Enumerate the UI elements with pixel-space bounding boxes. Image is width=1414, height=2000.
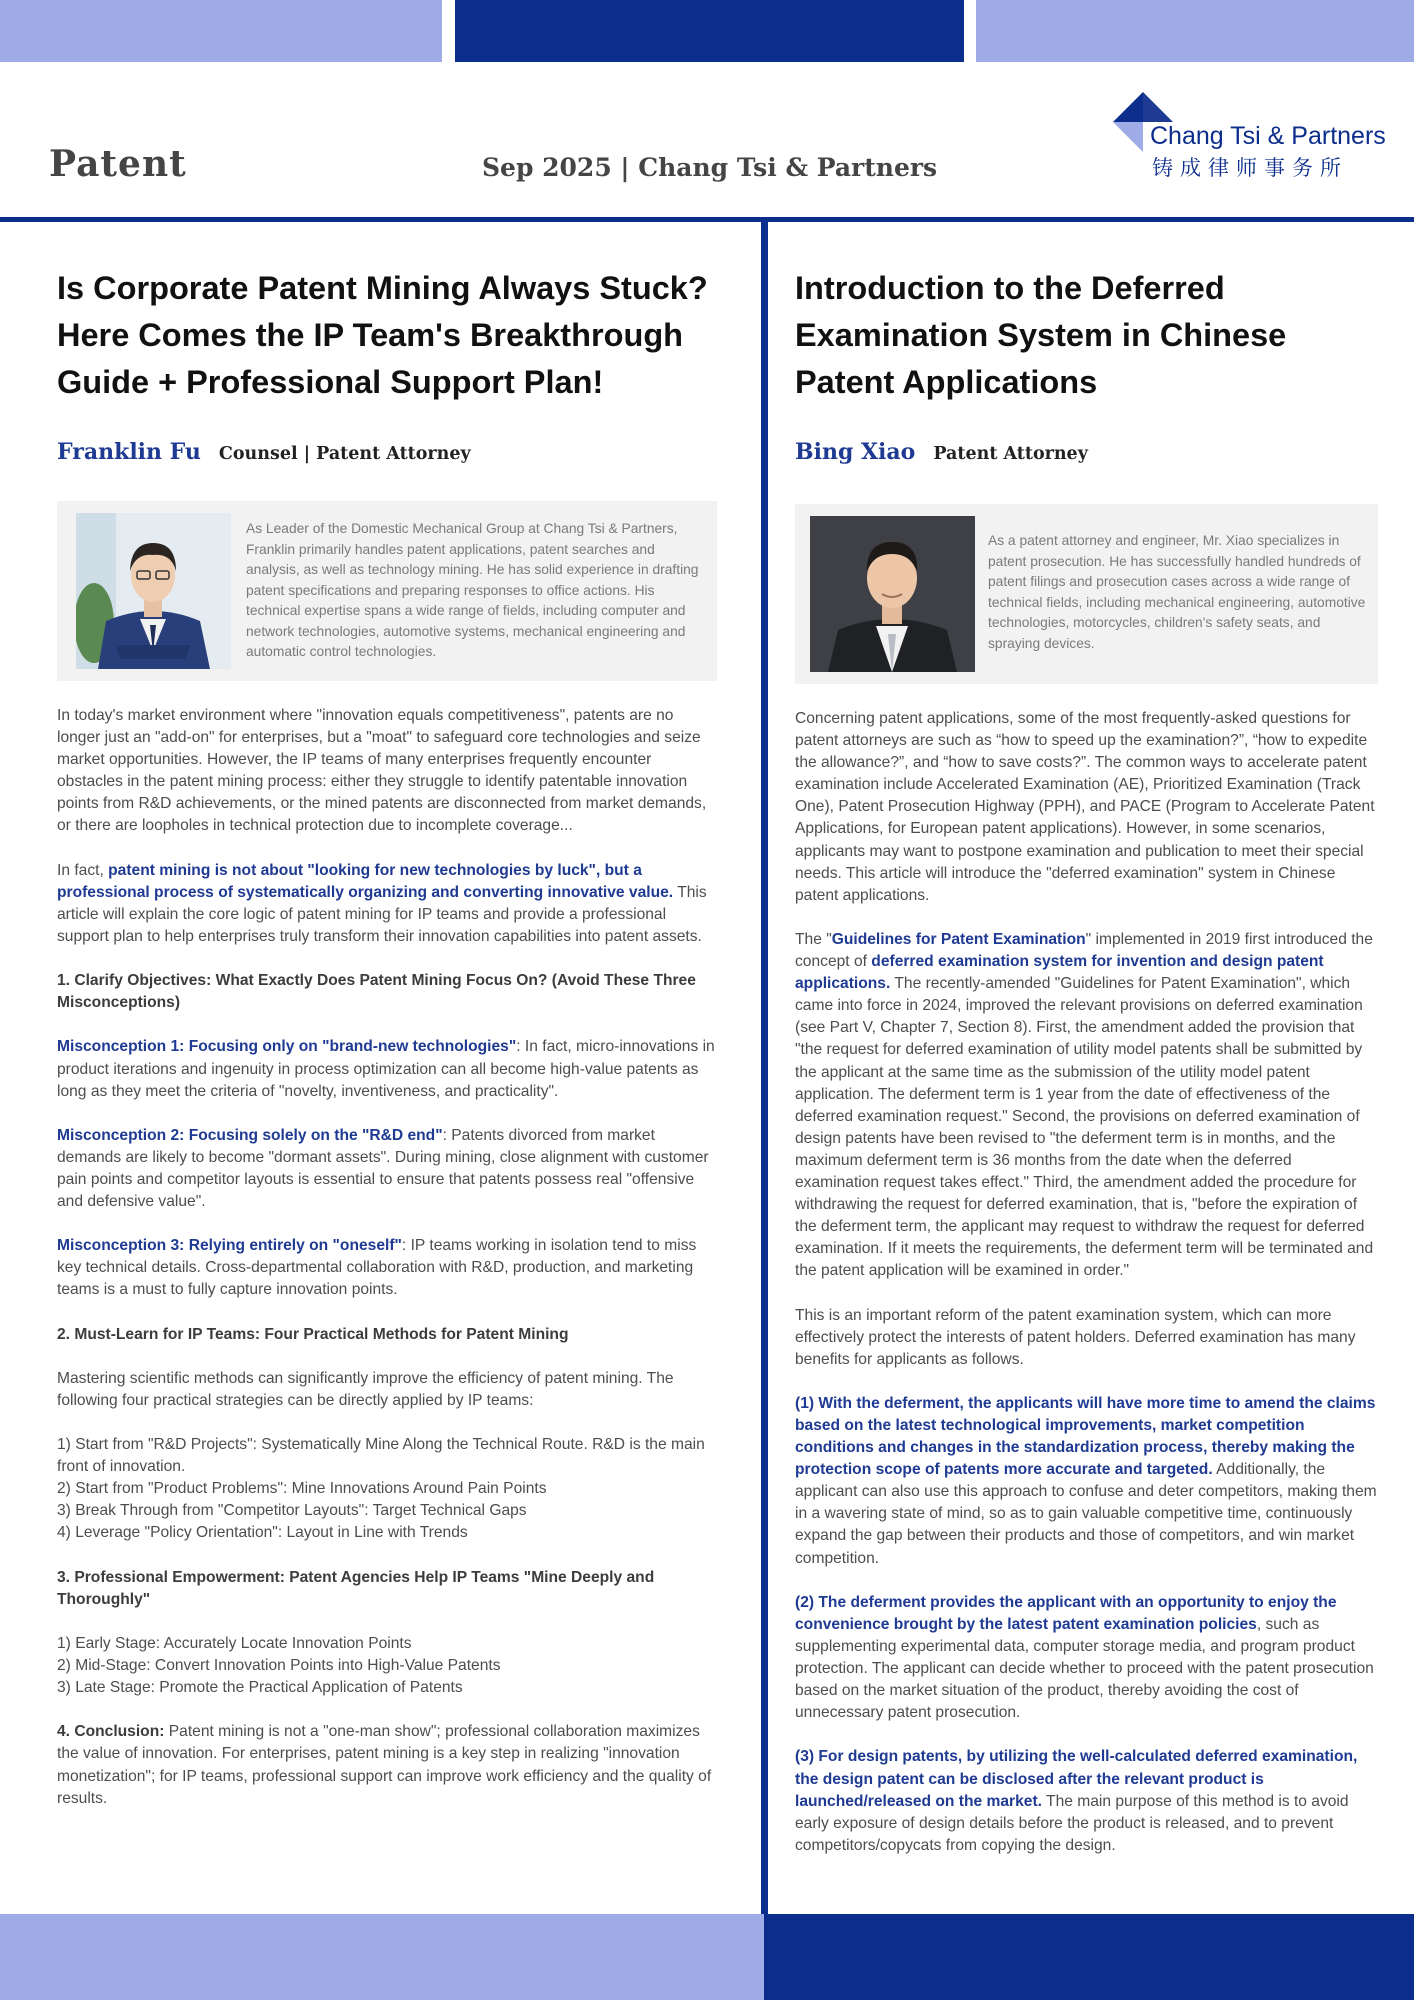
highlight-text: Misconception 1: Focusing only on "brand-new technologies" (57, 1038, 517, 1056)
column-divider (761, 222, 768, 1914)
section-category: Patent (49, 143, 187, 185)
paragraph-text: In fact, (57, 861, 109, 879)
byline (795, 439, 1378, 469)
benefit-item (795, 1592, 1378, 1725)
paragraph-text: : IP teams working in isolation tend to miss key technical details. Cross-departmental collaboration with R&D, production, and marketing teams is a must to fully capture innovation points. (57, 1237, 697, 1299)
author-bio-box (795, 504, 1378, 684)
stages-list (57, 1633, 717, 1699)
benefit-item (795, 1746, 1378, 1856)
author-role: Patent Attorney (933, 444, 1088, 464)
paragraph-text: : In fact, micro-innovations in product iterations and ingenuity in process optimization can all become high-value patents as long as they meet the criteria of "novelty, inventiveness, and practicality". (57, 1038, 715, 1100)
misconception-item (57, 1125, 717, 1213)
section-heading: 3. Professional Empowerment: Patent Agencies Help IP Teams "Mine Deeply and Thoroughly" (57, 1568, 655, 1608)
paragraph-text: The recently-amended "Guidelines for Patent Examination", which came into force in 2024, improved the relevant provisions on deferred examination (see Part V, Chapter 7, Section 8). First, the amendment added the provision that "the request for deferred examination of utility model patents shall be submitted by the applicant at the same time as the submission of the utility model patent application. The deferment term is 1 year from the date of effectiveness of the deferred examination request." Second, the provisions on deferred examination of design patents have been revised to "the deferment term is in months, and the maximum deferment term is 36 months from the date when the deferred examination request takes effect." Third, the amendment added the procedure for withdrawing the request for deferred examination, that is, "before the expiration of the deferment term, the applicant may request to withdraw the request for deferred examination. If it meets the requirements, the deferment term will be terminated and the patent application will be examined in order." (795, 975, 1374, 1280)
misconception-item (57, 1036, 717, 1102)
footer-band-left (0, 1914, 764, 2000)
highlight-text: deferred examination system for invention and design patent applications. (795, 953, 1324, 993)
conclusion (57, 1721, 717, 1809)
paragraph-text: Patent mining is not a "one-man show"; professional collaboration maximizes the value of innovation. For enterprises, patent mining is a key step in realizing "innovation monetization"; for IP teams, professional support can improve work efficiency and the quality of results. (57, 1723, 712, 1807)
paragraph-text: : Patents divorced from market demands are likely to become "dormant assets". During mining, close alignment with customer pain points and competitor layouts is essential to ensure that patents possess real "offensive and defensive value". (57, 1126, 709, 1211)
highlight-text: (2) The deferment provides the applicant with an opportunity to enjoy the convenience brought by the latest patent examination policies (795, 1593, 1337, 1633)
list-item: 3) Break Through from "Competitor Layouts": Target Technical Gaps (57, 1502, 527, 1520)
list-item: 2) Mid-Stage: Convert Innovation Points into High-Value Patents (57, 1657, 501, 1675)
list-item: 3) Late Stage: Promote the Practical Application of Patents (57, 1679, 463, 1697)
highlight-text: Guidelines for Patent Examination (831, 930, 1086, 948)
author-bio: As a patent attorney and engineer, Mr. Xiao specializes in patent prosecution. He has successfully handled hundreds of patent filings and prosecution cases across a wide range of technical fields, including mechanical engineering, automotive technologies, motorcycles, children's safety seats, and spraying devices. (988, 533, 1366, 651)
paragraph: In today's market environment where "innovation equals competitiveness", patents are no longer just an "add-on" for enterprises, but a "moat" to safeguard core technologies and seize market opportunities. However, the IP teams of many enterprises frequently encounter obstacles in the patent mining process: either they struggle to identify patentable innovation points from R&D achievements, or the mined patents are disconnected from market demands, or there are loopholes in technical protection due to incomplete coverage... (57, 707, 707, 835)
paragraph-text: , such as supplementing experimental data, computer storage media, and program product protection. The applicant can decide whether to proceed with the patent prosecution based on the market situation of the product, thereby avoiding the cost of unnecessary patent prosecution. (795, 1615, 1374, 1722)
article-body (57, 705, 717, 1810)
article-title: Is Corporate Patent Mining Always Stuck? Here Comes the IP Team's Breakthrough Guide + Professional Support Plan! (57, 270, 708, 400)
logo-text-cn: 铸成律师事务所 (1152, 156, 1348, 180)
paragraph-text: The " (795, 930, 832, 948)
logo-text-en: Chang Tsi & Partners (1150, 122, 1386, 150)
top-band-left (0, 0, 442, 62)
author-name: Bing Xiao (795, 439, 916, 465)
article-left (57, 265, 717, 1832)
list-item: 1) Start from "R&D Projects": Systematically Mine Along the Technical Route. R&D is the main front of innovation. (57, 1436, 705, 1476)
top-band-center (455, 0, 964, 62)
author-bio-box (57, 501, 717, 681)
benefit-item (795, 1393, 1378, 1570)
author-name: Franklin Fu (57, 439, 201, 465)
list-item: 4) Leverage "Policy Orientation": Layout in Line with Trends (57, 1524, 468, 1542)
misconception-item (57, 1235, 717, 1301)
highlight-text: Misconception 2: Focusing solely on the "R&D end" (57, 1126, 443, 1144)
author-photo (810, 516, 975, 672)
author-bio: As Leader of the Domestic Mechanical Group at Chang Tsi & Partners, Franklin primarily handles patent applications, patent searches and analysis, as well as technology mining. He has solid experience in drafting patent specifications and preparing responses to office actions. His technical expertise spans a wide range of fields, including computer and network technologies, automotive systems, mechanical engineering and automatic control technologies. (246, 521, 699, 659)
issue-date-firm: Sep 2025 | Chang Tsi & Partners (482, 153, 938, 182)
firm-logo (1113, 92, 1393, 182)
highlight-text: patent mining is not about "looking for new technologies by luck", but a professional process of systematically organizing and converting innovative value. (57, 861, 674, 901)
paragraph (57, 860, 717, 948)
highlight-text: (1) With the deferment, the applicants will have more time to amend the claims based on the latest technological improvements, market competition conditions and changes in the standardization process, thereby making the protection scope of patents more accurate and targeted. (795, 1394, 1376, 1479)
paragraph: Mastering scientific methods can significantly improve the efficiency of patent mining. The following four practical strategies can be directly applied by IP teams: (57, 1369, 674, 1409)
conclusion-label: 4. Conclusion: (57, 1723, 165, 1741)
methods-list (57, 1434, 717, 1544)
paragraph: This is an important reform of the patent examination system, which can more effectively protect the interests of patent holders. Deferred examination has many benefits for applicants as follows. (795, 1306, 1356, 1368)
top-band-right (976, 0, 1414, 62)
author-role: Counsel | Patent Attorney (218, 444, 471, 464)
paragraph: Concerning patent applications, some of the most frequently-asked questions for patent attorneys are such as “how to speed up the examination?”, “how to expedite the allowance?”, and “how to save costs?”. The common ways to accelerate patent examination include Accelerated Examination (AE), Prioritized Examination (Track One), Patent Prosecution Highway (PPH), and PACE (Program to Accelerate Patent Applications, for European patent applications). However, in some scenarios, applicants may want to postpone examination and publication to meet their special needs. This article will introduce the "deferred examination" system in Chinese patent applications. (795, 710, 1375, 904)
list-item: 1) Early Stage: Accurately Locate Innovation Points (57, 1634, 412, 1652)
header-rule (0, 217, 1414, 222)
highlight-text: (3) For design patents, by utilizing the well-calculated deferred examination, the design patent can be disclosed after the relevant product is launched/released on the market. (795, 1748, 1358, 1810)
author-photo (76, 513, 231, 669)
paragraph (795, 929, 1378, 1283)
section-heading: 2. Must-Learn for IP Teams: Four Practical Methods for Patent Mining (57, 1325, 569, 1343)
highlight-text: Misconception 3: Relying entirely on "oneself" (57, 1237, 402, 1255)
article-right (795, 265, 1378, 1879)
byline (57, 439, 717, 469)
list-item: 2) Start from "Product Problems": Mine Innovations Around Pain Points (57, 1480, 547, 1498)
paragraph-text: Additionally, the applicant can also use this approach to confuse and deter competitors, making them in a wavering state of mind, so as to gain valuable competitive time, continuously expand the gap between their products and those of competitors, and win market competition. (795, 1461, 1377, 1567)
paragraph-text: This article will explain the core logic of patent mining for IP teams and provide a professional support plan to help enterprises truly transform their innovation capabilities into patent assets. (57, 883, 707, 945)
article-body (795, 708, 1378, 1857)
paragraph-text: The main purpose of this method is to avoid early exposure of design details before the product is released, and to prevent competitors/copycats from copying the design. (795, 1792, 1349, 1854)
section-heading: 1. Clarify Objectives: What Exactly Does Patent Mining Focus On? (Avoid These Three Misconceptions) (57, 972, 696, 1012)
footer-band-right (764, 1914, 1414, 2000)
article-title: Introduction to the Deferred Examination System in Chinese Patent Applications (795, 270, 1287, 400)
paragraph-text: " implemented in 2019 first introduced the concept of (795, 930, 1373, 971)
